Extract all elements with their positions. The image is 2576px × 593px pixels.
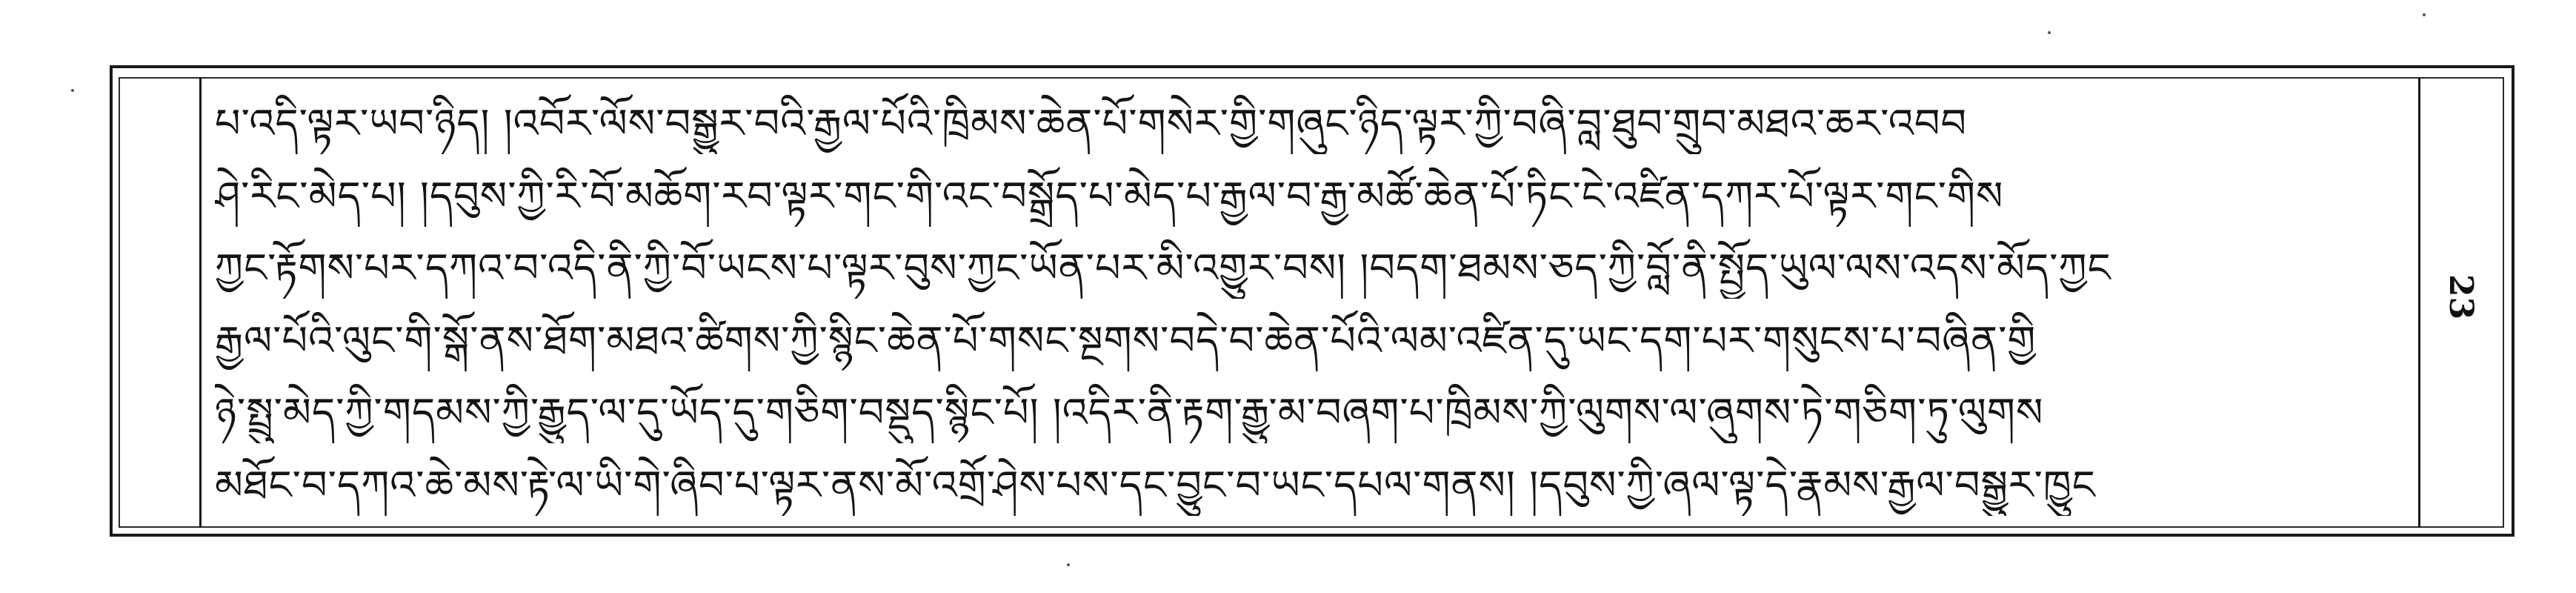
text-line-3: ཀྱང་རྟོགས་པར་དཀའ་བ་འདི་ནི་ཀྱི་བོ་ཡངས་པ་ལྟར་བུས་ཀྱང་ཡོན་པར་མི་འགྱུར་བས། །བདག་ཐམས་ཅད་ཀྱི་བློ་ནི་སྤྱོད་ཡུལ་ལས་འདས་མོད་ཀྱང <box>215 245 2111 292</box>
paper-speck <box>2048 31 2051 34</box>
text-line-6: མཐོང་བ་དཀའ་ཆེ་མས་རྟེ་ལ་ཡི་གེ་ཞིབ་པ་ལྟར་ནས་མོ་འགྲོ་ཤེས་པས་དང་བྱུང་བ་ཡང་དཔལ་གནས། །དབུས་ཀྱི་ཞལ་ལྟ་དེ་རྣམས་རྒྱལ་བསྒྱུར་ཁྱུང <box>215 461 2096 508</box>
paper-speck <box>2423 13 2426 16</box>
folio-number-text: 23 <box>2442 274 2480 319</box>
folio-number <box>2421 245 2501 348</box>
text-line-1: པ་འདི་ལྟར་ཡབ་ཉིད། །འབོར་ལོས་བསྒྱུར་བའི་རྒྱལ་པོའི་ཁྲིམས་ཆེན་པོ་གསེར་གྱི་གཞུང་ཉིད་ལྟར་ཀྱི་བཞི་བླ་ཐུབ་གྲུབ་མཐའ་ཆར་འབབ <box>215 100 1968 147</box>
text-line-5: ཉེ་སྤྲུ་མེད་ཀྱི་གདམས་ཀྱི་རྒྱུད་ལ་དུ་ཡོད་དུ་གཅིག་བསྡུད་སྙིང་པོ། །འདིར་ནི་རྟག་རྒྱུ་མ་བཞག་པ་ཁྲིམས་ཀྱི་ལུགས་ལ་ཞུགས་ཏེ་གཅིག་ཏུ་ལུགས <box>215 389 2044 437</box>
paper-speck <box>71 89 74 92</box>
tibetan-text-block <box>215 93 2408 516</box>
text-line-2: ཤེ་རིང་མེད་པ། །དབུས་ཀྱི་རི་བོ་མཆོག་རབ་ལྟར་གང་གི་འང་བསྒྲོད་པ་མེད་པ་རྒྱལ་བ་རྒྱ་མཚོ་ཆེན་པོ་ཏིང་ངེ་འཛིན་དཀར་པོ་ལྟར་གང་གིས <box>215 172 2004 219</box>
paper-speck <box>1067 563 1070 566</box>
text-line-4: རྒྱལ་པོའི་ལུང་གི་སྒོ་ནས་ཐོག་མཐའ་ཚིགས་ཀྱི་སྙིང་ཆེན་པོ་གསང་སྔགས་བདེ་བ་ཆེན་པོའི་ལམ་འཛིན་དུ་ཡང་དག་པར་གསུངས་པ་བཞིན་གྱི <box>215 317 2037 364</box>
left-margin-column <box>119 77 202 528</box>
